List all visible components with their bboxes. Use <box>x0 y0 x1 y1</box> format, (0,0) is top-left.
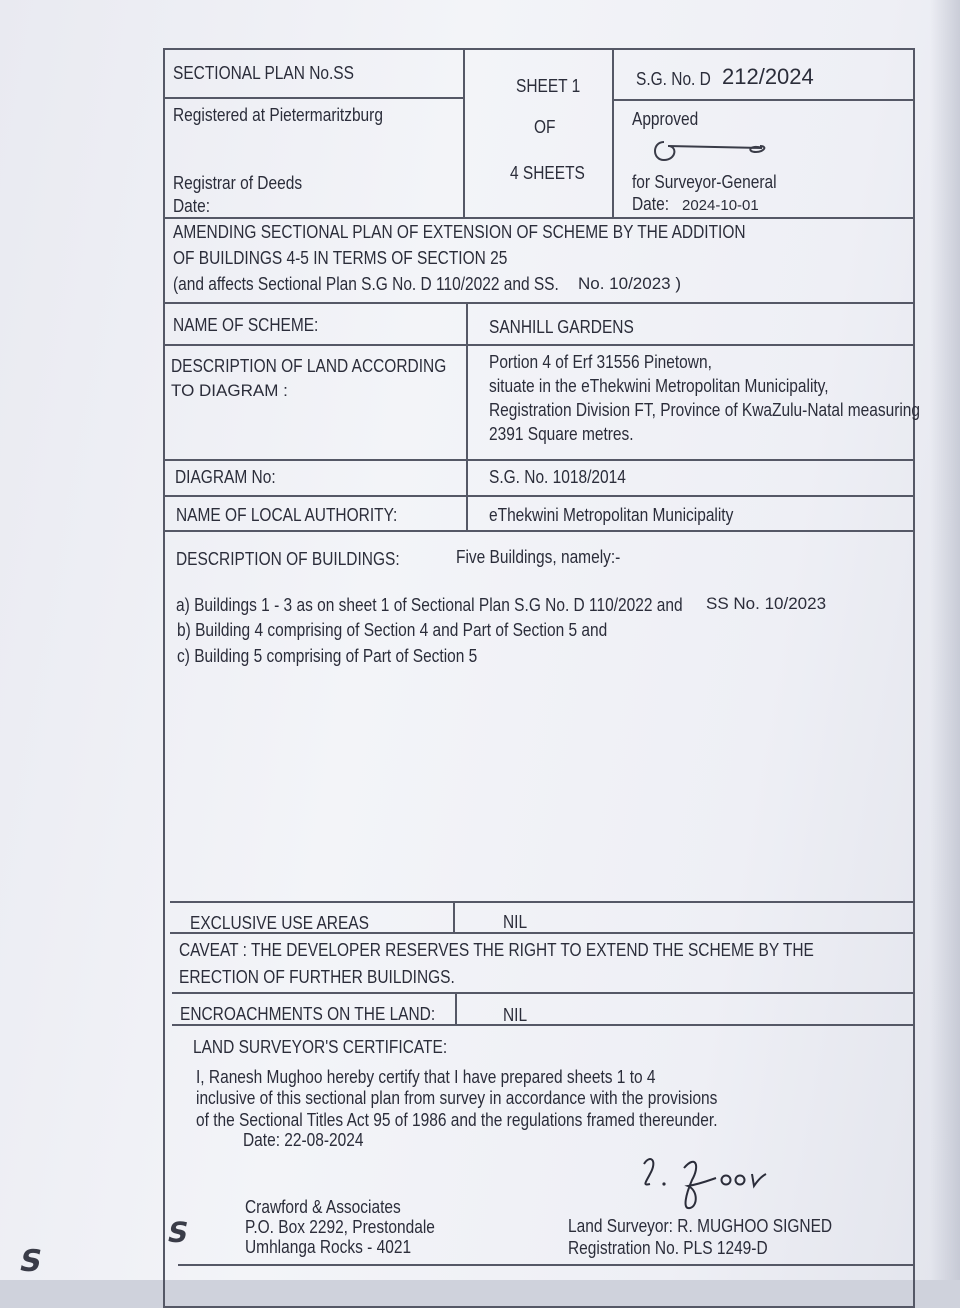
registrar-of-deeds: Registrar of Deeds <box>173 173 303 193</box>
registrar-date-label: Date: <box>173 196 211 216</box>
encroachments-label: ENCROACHMENTS ON THE LAND: <box>180 1004 436 1024</box>
rule-caveat-bottom <box>172 992 915 994</box>
rule-buildings-bottom <box>170 901 915 903</box>
firm-name: Crawford & Associates <box>245 1197 401 1217</box>
plan-title-line1: AMENDING SECTIONAL PLAN OF EXTENSION OF SCHEME BY THE ADDITION <box>173 222 746 242</box>
rule-land-bottom <box>165 459 915 461</box>
rule-header-bottom <box>163 217 915 219</box>
diagram-value: S.G. No. 1018/2014 <box>489 467 626 487</box>
land-label-line1: DESCRIPTION OF LAND ACCORDING <box>171 356 447 376</box>
certificate-date: Date: 22-08-2024 <box>243 1130 364 1150</box>
approved-label: Approved <box>632 109 699 129</box>
for-surveyor-general: for Surveyor-General <box>632 172 777 192</box>
sheets-total: 4 SHEETS <box>510 163 585 183</box>
rule-header-mid-right <box>613 99 913 101</box>
plan-title-line2: OF BUILDINGS 4-5 IN TERMS OF SECTION 25 <box>173 248 508 268</box>
approval-date: 2024-10-01 <box>682 197 759 214</box>
land-value-line4: 2391 Square metres. <box>489 424 634 444</box>
exclusive-use-value: NIL <box>503 912 528 932</box>
certificate-line3: of the Sectional Titles Act 95 of 1986 and the regulations framed thereunder. <box>196 1110 718 1130</box>
building-item-c: c) Building 5 comprising of Part of Section 5 <box>177 646 478 666</box>
buildings-summary: Five Buildings, namely:- <box>456 547 621 567</box>
plan-title-line3-prefix: (and affects Sectional Plan S.G No. D 110/2022 and SS. <box>173 274 559 294</box>
scheme-name-label: NAME OF SCHEME: <box>173 315 319 335</box>
land-value-line1: Portion 4 of Erf 31556 Pinetown, <box>489 352 712 372</box>
sheet-of: OF <box>534 117 556 137</box>
rule-field-divider <box>466 302 468 531</box>
certificate-title: LAND SURVEYOR'S CERTIFICATE: <box>193 1037 448 1057</box>
firm-box: P.O. Box 2292, Prestondale <box>245 1217 435 1237</box>
building-item-b: b) Building 4 comprising of Section 4 and Part of Section 5 and <box>177 620 608 640</box>
rule-authority-bottom <box>165 530 915 532</box>
land-value-line2: situate in the eThekwini Metropolitan Municipality, <box>489 376 829 396</box>
plan-title-line3-suffix: No. 10/2023 ) <box>578 274 682 293</box>
rule-header-mid <box>163 97 465 99</box>
registered-at: Registered at Pietermaritzburg <box>173 105 383 125</box>
caveat-line2: ERECTION OF FURTHER BUILDINGS. <box>179 967 455 987</box>
surveyor-general-signature <box>650 138 780 168</box>
rule-diagram-bottom <box>165 495 915 497</box>
caveat-line1: CAVEAT : THE DEVELOPER RESERVES THE RIGHT TO EXTEND THE SCHEME BY THE <box>179 940 814 960</box>
authority-value: eThekwini Metropolitan Municipality <box>489 505 734 525</box>
surveyor-name: Land Surveyor: R. MUGHOO SIGNED <box>568 1216 833 1236</box>
rule-certificate-bottom <box>178 1264 915 1266</box>
firm-town: Umhlanga Rocks - 4021 <box>245 1237 412 1257</box>
sg-no-value: 212/2024 <box>722 64 814 89</box>
sheet-label: SHEET 1 <box>516 76 581 96</box>
certificate-line1: I, Ranesh Mughoo hereby certify that I have prepared sheets 1 to 4 <box>196 1067 656 1087</box>
rule-scheme-bottom <box>163 344 915 346</box>
authority-label: NAME OF LOCAL AUTHORITY: <box>176 505 398 525</box>
sg-no-label: S.G. No. D <box>636 69 711 89</box>
land-surveyor-signature <box>636 1150 776 1220</box>
rule-exclusive-divider <box>453 901 455 933</box>
sectional-plan-label: SECTIONAL PLAN No.SS <box>173 63 354 83</box>
rule-title-bottom <box>163 302 915 304</box>
encroachments-value: NIL <box>503 1005 528 1025</box>
building-item-a-prefix: a) Buildings 1 - 3 as on sheet 1 of Sectional Plan S.G No. D 110/2022 and <box>176 595 683 615</box>
land-value-line3: Registration Division FT, Province of KwaZulu-Natal measuring <box>489 400 921 420</box>
rule-encroach-divider <box>455 992 457 1025</box>
building-item-a-suffix: SS No. 10/2023 <box>706 594 827 613</box>
margin-initial-mark-left: S <box>16 1244 46 1279</box>
page-edge-shadow <box>930 0 960 1280</box>
buildings-label: DESCRIPTION OF BUILDINGS: <box>176 549 400 569</box>
approval-date-label: Date: <box>632 194 670 214</box>
rule-header-right <box>612 48 614 218</box>
scheme-name-value: SANHILL GARDENS <box>489 317 634 337</box>
land-label-line2: TO DIAGRAM : <box>171 381 288 400</box>
margin-initial-mark-inner: S <box>164 1216 192 1249</box>
exclusive-use-label: EXCLUSIVE USE AREAS <box>190 913 369 933</box>
rule-header-left <box>463 48 465 218</box>
diagram-label: DIAGRAM No: <box>175 467 276 487</box>
surveyor-registration: Registration No. PLS 1249-D <box>568 1238 768 1258</box>
certificate-line2: inclusive of this sectional plan from survey in accordance with the provisions <box>196 1088 718 1108</box>
